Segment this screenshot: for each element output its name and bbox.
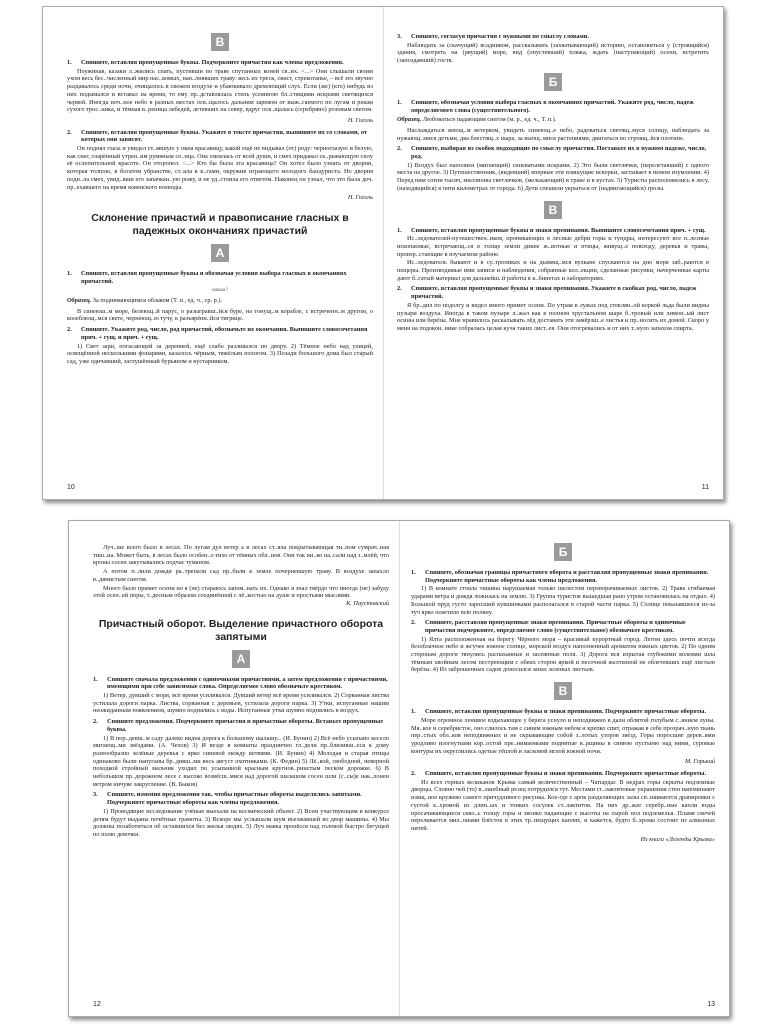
task-text: Ис..ледователь бывают и в су..тропиках и на дымящ..мся вулкане спускаются на дно моря заб..раются в пещеры. Производимые ими записи и наблюдения, собранные кол..екции, сделанные рисунки, начерченные карты дают б..гатый материал для дальнейш..й работы в к..бинетах и лабораториях. <box>397 259 709 282</box>
sample <box>67 297 373 305</box>
task-title: Спишите, вставляя пропущенные буквы и обозначая условия выбора гласных в окончаниях причастий. <box>81 269 347 285</box>
task <box>411 770 715 833</box>
level-badge: В <box>544 201 562 219</box>
task-number: 2. <box>411 770 416 778</box>
task <box>397 99 709 143</box>
author-signature: К. Паустовский <box>346 599 389 607</box>
task-title: Спишите, вставляя пропущенные буквы и знаки препинания. Укажите в скобках род, число, падеж причастий. <box>411 285 697 301</box>
task-text: В синеюш..м море, белеющ..й парус, о разыгравш..йся буре, на тонущ..м корабле, с встреченн..м другом, о колеблющ..мся свете, чернеющ..ю тучу, к разъярённ..йся тигрице. <box>67 307 373 323</box>
task-text: Ис..ледователей-путешествен..иков, проникающих в лесные дебри горы и тундры, интересуют все п..лезные ископаемые, встречающ..ся в толще земли дикие ж..вотные и птицы, живущ..е повсюду, деревья и травы, произр..стающие в изучаемом районе. <box>397 235 709 258</box>
task <box>67 326 373 366</box>
author-signature: М. Горький <box>684 758 715 766</box>
task <box>67 59 373 114</box>
task-title: Спишите, изменив предложения так, чтобы причастные обороты выделялись запятыми. Подчеркните причастные обороты как члены предложения. <box>107 791 362 807</box>
section-heading: Склонение причастий и правописание гласных в падежных окончаниях причастий <box>91 211 349 237</box>
task-text: 1) Воздух был наполнен (мигающий) синеватыми искрами. 2) Это были светлячки, (перелетавший) с одного места на другое. 3) Путешественник, (видевший) впервые эти пляшущие искорки, застывает в немом изумлении. 4) Перед ним сотни тысяч, миллионы светлячков, (мелькающий) в траве и в кустах. 5) Туристы расположились в лесу, (находящийся) в пяти километрах от города. 6) Дети спешили укрыться от (надвигающийся) грозы. <box>397 161 709 192</box>
task-text: Из всех горных великанов Крыма самый величественный – Чатырдаг. В недрах горы скрыты подземные дворцы. Словно чей (то) в..лшебный резец потрудился тут. Местами ст..лактитовые украшения стен напоминают изящ..ное кружево самого причудливого рисунка. Кое-где с арок разделяющих залы св..шиваются драпировки с густой к..хромой из длин..ых и тонких сосулек ст..лактитов. На них др..жат серебр..ные капли воды просачивающиеся скво..ь толщу горы и звонко падающие с высоты на сырой пол подземелья. Пламя свечей переливается мил..онами блёсток в этих тр..пещущих каплях, и кажется, будто б..хрома состоит из алмазных нитей. <box>411 778 715 832</box>
task <box>397 33 709 65</box>
task-title: Спишите сначала предложения с одиночными причастиями, а затем предложения с причастиями, имеющими при себе зависимые слова. Определяемое слово обозначьте крестиком. <box>107 675 388 691</box>
task-number: 1. <box>397 226 402 234</box>
level-badge: А <box>232 650 250 668</box>
sample-diagram-label: каким? <box>212 288 228 294</box>
source-attribution: Из книги «Легенды Крыма» <box>640 835 715 843</box>
task <box>93 676 389 716</box>
task-title: Спишите. Укажите род, число, род причастий, обозначьте их окончания. Выпишите словосочетания прич. + сущ. и прич. + сущ. <box>81 326 368 341</box>
paragraph: А потом п..лили дожди ра..трепали сад пр..били к земле почерневшую траву. В воздухе запахло в..дянистым снегом. <box>93 568 389 583</box>
task-number: 2. <box>397 145 402 153</box>
task-text: 1) Ялта расположенная на берегу Чёрного моря – красивый курортный город. Летом здесь почти всегда безоблачное небо и жгучее южное солнце, морской воздух наполненный ароматом южных цветов. 2) По одним сторонам дороги тянулись распаханные и засеянные поля. 3) Дорога вся изрытая глубокими колеями шла тёмным хвойным лесом пестреющим с обеих сторон яркой и песочной желтизной не облетевших ещё листьев берёзы. 4) Из заброшенных садов доносился запах зеленых листьев. <box>411 635 715 674</box>
page-number: 11 <box>701 484 709 491</box>
task <box>397 227 709 283</box>
bottom-spread <box>68 520 730 1017</box>
task-text: 1) Свет зари, погасающей за деревней, ещё слабо разливался по двору. 2) Тёмное небо над улицей, освещённой несколькими фонарями, казалось чёрным, тяжёлым пологом. 3) Позади большого дома был старый сад, уже одичавший, заглушённый бурьяном и кустарником. <box>67 342 373 365</box>
task-number: 2. <box>93 718 98 726</box>
top-spread <box>42 6 724 500</box>
task-number: 2. <box>397 285 402 293</box>
task-number: 2. <box>411 619 416 627</box>
task-number: 3. <box>397 33 402 40</box>
task-number: 1. <box>411 708 416 716</box>
task <box>67 270 373 323</box>
section-heading: Причастный оборот. Выделение причастного оборота запятыми <box>98 617 384 643</box>
task-number: 3. <box>93 791 98 799</box>
task-title: Спишите, вставляя пропущенные буквы и знаки препинания. Выпишите словосочетания прич. + сущ. <box>411 226 706 234</box>
paragraph: Много было примет осени но я (не) стараюсь запом..нать их. Однако я знал твёрдо что иногда (не) забуду этой осен..ей поры, т..десным образом соединённой с лё..костью на душе и простыми мыслями. <box>93 584 389 600</box>
level-badge: Б <box>544 73 562 91</box>
task-title: Спишите, вставляя пропущенные буквы. Укажите в тексте причастия, выпишите их со словами, от которых они зависят. <box>81 128 367 144</box>
page-11 <box>383 7 723 499</box>
task-title: Спишите, вставляя пропущенные буквы. Подчеркните причастия как члены предложения. <box>81 59 344 66</box>
task-number: 2. <box>67 326 72 334</box>
page-number: 13 <box>707 1001 715 1008</box>
page-13 <box>399 521 729 1016</box>
task-title: Спишите, согласуя причастия с нужными по смыслу словами. <box>411 33 590 40</box>
sample-label: Образец. <box>397 116 422 124</box>
page-12 <box>69 521 399 1016</box>
page-10 <box>43 7 383 499</box>
task-text: 1) Проводящие исследование учёные выехали на космический объект. 2) Всем участвующим в конкурсе детям будут выданы почётные грамоты. 3) Вскоре мы услышали шум въезжавшей во двор машины. 4) Мы должны позаботиться об оставшихся без жилья людях. 5) Луч маяка пронёсся над головой быстро бегущей по полю девочки. <box>93 807 389 838</box>
page-number: 10 <box>67 484 75 491</box>
level-badge: А <box>211 244 229 262</box>
task-title: Спишите, расставляя пропущенные знаки препинания. Причастные обороты и одиночные причастия подчеркните, определяемое слово (существительное) обозначьте крестиком. <box>425 619 686 634</box>
task-text: 1) Ветер, дувший с моря, всё время усиливался. Дувший ветер всё время усиливался. 2) Сорванная листва устилала дороги парка. Листва, сорванная с деревьев, устилала дороги парка. 3) Утки, испуганные нашим неожиданным появлением, шумно поднялись с воды. Испуганные утки шумно поднялись в воздух. <box>93 692 389 715</box>
task <box>397 285 709 332</box>
task-title: Спишите предложения. Подчеркните причастия и причастные обороты. Вставьте пропущенные буквы. <box>107 718 383 733</box>
task <box>411 708 715 755</box>
task <box>67 129 373 192</box>
task-number: 1. <box>397 98 402 106</box>
task-text: Наслаждаться веющ..м ветерком, увидеть синеющ..е небо, радоваться светящ..муся солнцу, наблюдать за нужающ..мися детьми, два блестящ..х шара, за вьющ..мися растениями, двигаться по строящ..йся плотине. <box>397 126 709 142</box>
task <box>411 569 715 616</box>
task-title: Спишите, выбирая из скобок подходящие по смыслу причастия. Поставьте их в нужном падеже, число, род. <box>411 145 707 161</box>
author-signature: Н. Гоголь <box>347 116 373 124</box>
task <box>93 718 389 788</box>
page-number: 12 <box>93 1001 101 1008</box>
task-text: Он поднял глаза и увидел ст..явшую у окна красавицу, какой ещё не видывал (от) роду: черноглазую и белую, как снег, озарённый утрен..им румяным со..нца. Она смеялась от всей души, и смех придавал ск..рывающую силу её ослепительной красоте. Он оторопел. <...> Кто бы была эта красавица? Он хотел было узнать от дворни, которая толпою, в богатом убранстве, ст..яла в в..гами, окружив играющего молодого бандуриста. Но дворня подн..ла смех, увид..вши его запачкан..ую рожу, и не уд..стоила его ответом. Наконец он узнал, что это была доч. пр..ехавшего на время ковенского воеводы. <box>67 145 373 191</box>
sample-text: За поднимающимся облаком (Т. п., ед. ч., ср. р.). <box>92 297 223 305</box>
task-title: Спишите, вставляя пропущенные буквы и знаки препинания. Подчеркните причастные обороты. <box>425 708 707 716</box>
task-text: Я бр..дил по подолгу и видел много примет осени. По утрам в лужах под стеклян..ой коркой льда были видны пузыри воздуха. Иногда в таком пузыре л..жал как в полном хрустальном шаре б..тровый или лимон..ый лист осины или берёзы. Мне нравилось раскалывать лёд доставать эти замёрзш..е листья и пр..носить их домой. Скоро у меня на подокон..нике собралась целая куча таких лист..ев. Они отогревались и от них т..нуло запахом спирта. <box>397 301 709 332</box>
level-badge: В <box>211 33 229 51</box>
task-number: 1. <box>67 269 72 277</box>
task <box>93 791 389 838</box>
task-title: Спишите, вставляя пропущенные буквы и знаки препинания. Подчеркните причастные обороты. <box>425 770 707 778</box>
task-number: 1. <box>67 59 72 66</box>
task-title: Спишите, обозначая условия выбора гласных в окончаниях причастий. Укажите род, число, падеж определяемого слова (существительного). <box>411 98 694 114</box>
level-badge: В <box>554 682 572 700</box>
level-badge: Б <box>554 543 572 561</box>
sample-label: Образец. <box>67 297 92 305</box>
task-number: 1. <box>93 675 98 683</box>
task <box>411 619 715 674</box>
task-title: Спишите, обозначая границы причастного оборота и расставляя пропущенные знаки препинания. Подчеркните причастные обороты как члены предложения. <box>425 569 709 584</box>
author-signature: Н. Гоголь <box>347 194 373 202</box>
task <box>397 145 709 192</box>
task-text: 1) В комнате стояла тишина нарушаемая только шелестом переворачиваемых листов. 2) Трава сгибаемая ударами ветра и дождя ложилась на землю. 3) Группа туристов вышедшая рано утром остановилась на отдых. 4) Большой пруд густо заросший кувшинками располагался в старой части парка. 5) Солнце показавшееся из-за туч ярко осветило всю поляну. <box>411 585 715 616</box>
sample <box>397 116 709 124</box>
paragraph: Луч..ше всего было в лесах. По лугам дул ветер а в лесах ст..яла покрытывающая ти..ном сумрач..ная тиш..на. Может быть, в лесах было особен..о тихо от тёмных обл..нов. Они так ни..ко на..сали над з..млёй, что кроны сосен закутывались подчас туманом. <box>93 544 389 567</box>
task-text: Море огромное ленивое вздыхающее у берега уснуло и неподвижно в дали облитой голубым с..янием луны. Мя..кое и серебристое, оно слилось там с синим южным небом и крепко спит, отражая в себе прозрач..ную ткань пер..стых обл..ков неподвижных и не скрывающие собой з..лотых узоров звёзд. Горы поросшие дерев..ями уродливо изогнутыми кор..остой пре..нимаемыми поднятые в..рщины в синюю пустыню над ними, суровые контуры их округлились одетые тёплой и ласковой мглой южной ночи. <box>411 716 715 755</box>
task-text: Поужинав, казаки л..жились спать, пустивши по траве спутанных коней св..их. <...> Они слышали своим ухом весь бес..численный мир нас..комых, нап..лнявших траву: весь их треск, свист, стрекотанье, – всё это звучно раздавалось среди ночи, очищалось в свежем воздухе и убаюкивало дремлющий слух. Если (же) (кто) нибудь из них подымался и вставал на время, то ему пр..дставлялась степь усеянною бл..стящими искрами светящихся червей. Иногда ноч..ное небо в разных местах осв..щалось дальним заревом от выж..гаемого по лугам и рекам сухого трос..ника, и тёмная в..реница лебедей, летевших на север, вдруг осв..щалась (серебряно) розовым светом. <box>67 67 373 114</box>
task-text: Наблюдать за (скачущий) всадником, рассказывать (захватывающий) историю, остановиться у (строящийся) здания, смотреть на (рвущий) море, вид (опустевший) пляжа, ждать (наступающий) осени, встретить (запоздавший) гостя. <box>397 41 709 65</box>
sample-text: Любоваться падающим снегом (м. р., ед. ч., Т. п.). <box>422 116 557 124</box>
task-number: 2. <box>67 128 72 136</box>
task-number: 1. <box>411 569 416 576</box>
task-text: 1) В пор..девш..м саду далеко видна дорога к большому шалашу... (И. Бунин) 2) Всё небо усыпано весело мигающ..ми звёздами. (А. Чехов) 3) И везде в комнаты празднично гл..дели пр..близивш..еся к дому разнообразно зелёные деревья с ярко синевой между ветвями. (И. Бунин) 4) Молодая и старая птицы одинаково были напуганы бр..дивш..ми весь август охотниками. (К. Федин) 5) Лё..кой, свободной, неверной походкой стройный мальчик уходил по усыпанной красным кругнов..рнистым песком дорожке. 6) В небольшом пр..дорожном лесе с высоко возвёсш..мися над дорогой шалашом сосен шли (с..сы)е нак..лонен ветром ничуве закругление. (В. Быков) <box>93 734 389 788</box>
